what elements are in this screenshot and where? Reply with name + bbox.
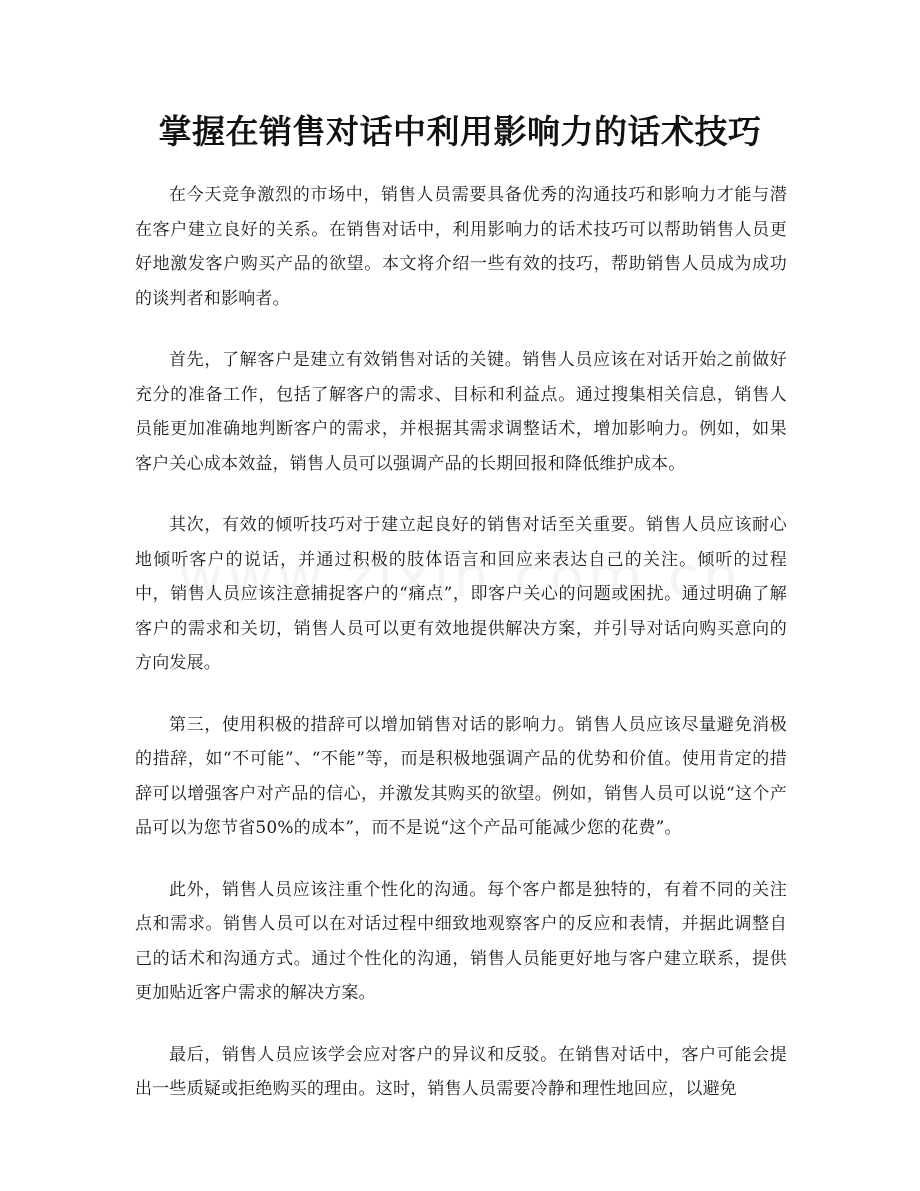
paragraph-personalized: 此外，销售人员应该注重个性化的沟通。每个客户都是独特的，有着不同的关注点和需求。销售人员可以在对话过程中细致地观察客户的反应和表情，并据此调整自己的话术和沟通方式。通过个性化的沟通，销售人员能更好地与客户建立联系，提供更加贴近客户需求的解决方案。 [135, 879, 787, 1003]
paragraph-understand-customer: 首先，了解客户是建立有效销售对话的关键。销售人员应该在对话开始之前做好充分的准备工作，包括了解客户的需求、目标和利益点。通过搜集相关信息，销售人员能更加准确地判断客户的需求，并根据其需求调整话术，增加影响力。例如，如果客户关心成本效益，销售人员可以强调产品的长期回报和降低维护成本。 [135, 350, 787, 474]
paragraph-objections: 最后，销售人员应该学会应对客户的异议和反驳。在销售对话中，客户可能会提出一些质疑或拒绝购买的理由。这时，销售人员需要冷静和理性地回应，以避免 [135, 1044, 787, 1099]
paragraph-positive-wording: 第三，使用积极的措辞可以增加销售对话的影响力。销售人员应该尽量避免消极的措辞，如“不可能”、“不能”等，而是积极地强调产品的优势和价值。使用肯定的措辞可以增强客户对产品的信心，并激发其购买的欲望。例如，销售人员可以说“这个产品可以为您节省50%的成本”，而不是说“这个产品可能减少您的花费”。 [135, 714, 787, 838]
paragraph-listening: 其次，有效的倾听技巧对于建立起良好的销售对话至关重要。销售人员应该耐心地倾听客户的说话，并通过积极的肢体语言和回应来表达自己的关注。倾听的过程中，销售人员应该注意捕捉客户的“痛点”，即客户关心的问题或困扰。通过明确了解客户的需求和关切，销售人员可以更有效地提供解决方案，并引导对话向购买意向的方向发展。 [135, 515, 787, 673]
paragraph-intro: 在今天竞争激烈的市场中，销售人员需要具备优秀的沟通技巧和影响力才能与潜在客户建立良好的关系。在销售对话中，利用影响力的话术技巧可以帮助销售人员更好地激发客户购买产品的欲望。本文将介绍一些有效的技巧，帮助销售人员成为成功的谈判者和影响者。 [135, 185, 787, 309]
page-title: 掌握在销售对话中利用影响力的话术技巧 [158, 112, 762, 151]
article-body [135, 178, 787, 1134]
